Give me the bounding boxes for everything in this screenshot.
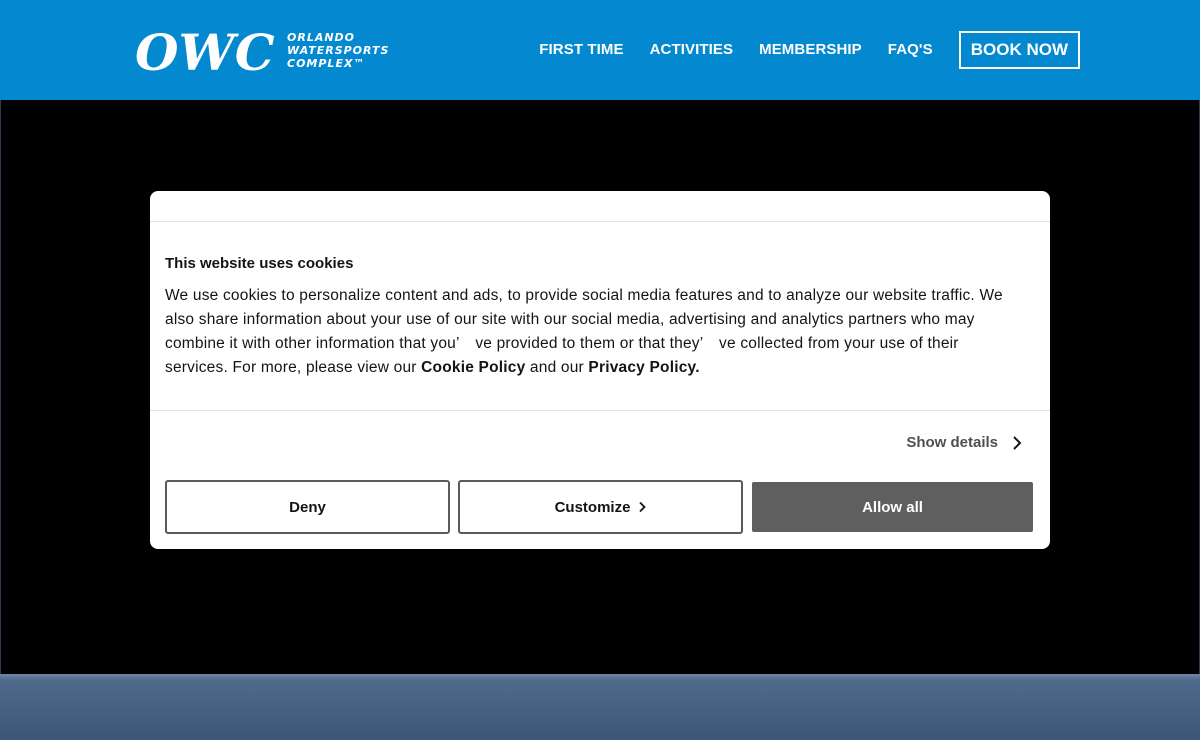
main-nav [513, 31, 1080, 69]
logo-line-1: ORLANDO [287, 30, 356, 44]
nav-faqs[interactable]: FAQ'S [887, 41, 933, 58]
logo-line-2: WATERSPORTS [287, 43, 390, 57]
site-header [0, 0, 1200, 100]
deny-button[interactable] [165, 480, 450, 534]
cookie-body-text: We use cookies to personalize content and ads, to provide social media features and to analyze our website traffic. We also share information about your use of our site with our social media, advertising and analytics partners who may combine it with other information that you’ ve provided to them or that they’ ve collected from your use of their services. For more, please view our [165, 287, 1003, 376]
logo-wordmark [287, 31, 389, 70]
site-logo[interactable] [135, 24, 389, 76]
cookie-body-and: and our [529, 359, 584, 376]
deny-button-label: Deny [289, 498, 326, 516]
hero-image-band [0, 674, 1200, 740]
nav-activities[interactable]: ACTIVITIES [649, 41, 734, 58]
cookie-consent-dialog [150, 191, 1050, 549]
cookie-policy-link[interactable]: Cookie Policy [421, 359, 526, 376]
show-details-toggle[interactable] [906, 434, 1022, 451]
dialog-top-divider [150, 221, 1050, 222]
nav-membership[interactable]: MEMBERSHIP [759, 41, 862, 58]
privacy-policy-link[interactable]: Privacy Policy. [588, 359, 700, 376]
logo-mark-icon [135, 24, 281, 76]
allow-all-button[interactable] [752, 482, 1033, 532]
dialog-middle-divider [150, 410, 1050, 411]
cookie-dialog-text [165, 284, 1025, 380]
customize-button-label: Customize [554, 498, 631, 516]
customize-button[interactable] [458, 480, 743, 534]
cookie-dialog-title: This website uses cookies [165, 255, 354, 272]
book-now-button[interactable]: BOOK NOW [959, 31, 1080, 69]
nav-first-time[interactable]: FIRST TIME [539, 41, 624, 58]
logo-line-3: COMPLEX™ [287, 56, 366, 70]
logo-mark-text: OWC [135, 24, 275, 76]
chevron-right-icon [1012, 435, 1022, 451]
chevron-right-icon [638, 501, 646, 513]
allow-all-button-label: Allow all [862, 498, 923, 516]
show-details-label: Show details [906, 434, 998, 451]
